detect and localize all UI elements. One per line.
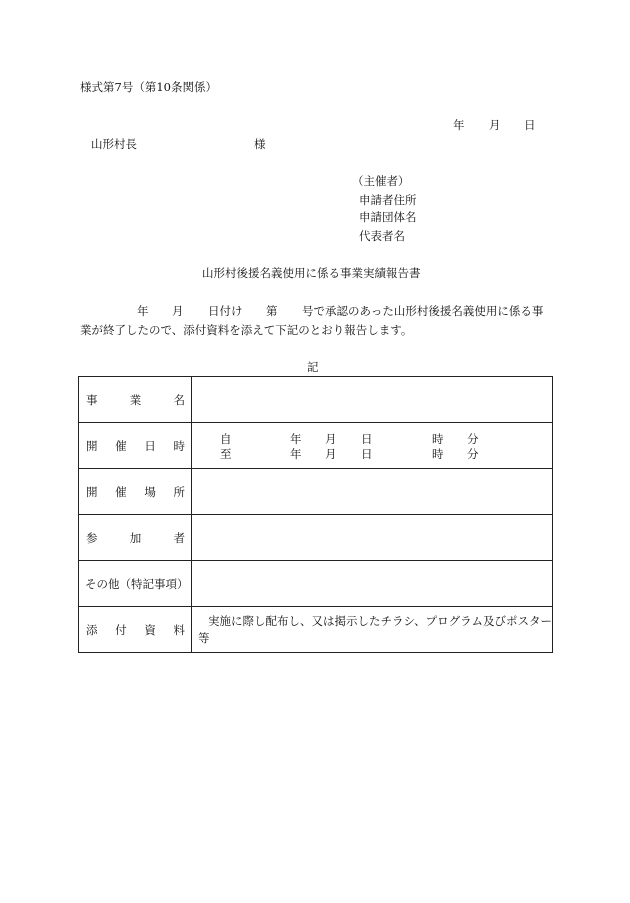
venue-label: 開 催 場 所 — [79, 469, 192, 515]
date-year-label: 年 — [453, 118, 465, 132]
organizer-label: （主催者） — [352, 174, 410, 188]
report-table — [78, 376, 553, 653]
other-notes-field[interactable] — [192, 561, 553, 607]
applicant-group-label: 申請団体名 — [359, 210, 417, 224]
datetime-from-row: 自 年 月 日 時 分 — [220, 431, 479, 446]
event-name-field[interactable] — [192, 377, 553, 423]
datetime-label: 開 催 日 時 — [79, 423, 192, 469]
attachments-field[interactable] — [192, 607, 553, 653]
form-number: 様式第7号（第10条関係） — [80, 80, 217, 94]
other-notes-label: その他（特記事項） — [79, 561, 192, 607]
attachments-text-line2: 等 — [198, 630, 210, 645]
table-row — [79, 423, 553, 469]
participants-label: 参 加 者 — [79, 515, 192, 561]
body-dai: 第 — [266, 304, 278, 318]
table-row — [79, 607, 553, 653]
ki-heading: 記 — [307, 360, 319, 374]
honorific: 様 — [254, 137, 266, 151]
applicant-address-label: 申請者住所 — [359, 193, 417, 207]
datetime-field[interactable] — [192, 423, 553, 469]
table-row — [79, 515, 553, 561]
attachments-text-line1: 実施に際し配布し、又は掲示したチラシ、プログラム及びポスター — [208, 613, 552, 628]
date-month-label: 月 — [489, 118, 501, 132]
attachments-label: 添 付 資 料 — [79, 607, 192, 653]
body-line2: 業が終了したので、添付資料を添えて下記のとおり報告します。 — [80, 323, 413, 337]
datetime-to-row: 至 年 月 日 時 分 — [220, 446, 479, 461]
table-row — [79, 469, 553, 515]
body-month: 月 — [172, 304, 184, 318]
representative-label: 代表者名 — [359, 229, 405, 243]
body-line1: 号で承認のあった山形村後援名義使用に係る事 — [302, 304, 544, 318]
venue-field[interactable] — [192, 469, 553, 515]
table-row — [79, 561, 553, 607]
event-name-label: 事 業 名 — [79, 377, 192, 423]
body-dated: 日付け — [208, 304, 243, 318]
table-row — [79, 377, 553, 423]
addressee: 山形村長 — [91, 137, 137, 151]
date-day-label: 日 — [524, 118, 536, 132]
participants-field[interactable] — [192, 515, 553, 561]
body-year: 年 — [137, 304, 149, 318]
document-title: 山形村後援名義使用に係る事業実績報告書 — [202, 266, 421, 280]
